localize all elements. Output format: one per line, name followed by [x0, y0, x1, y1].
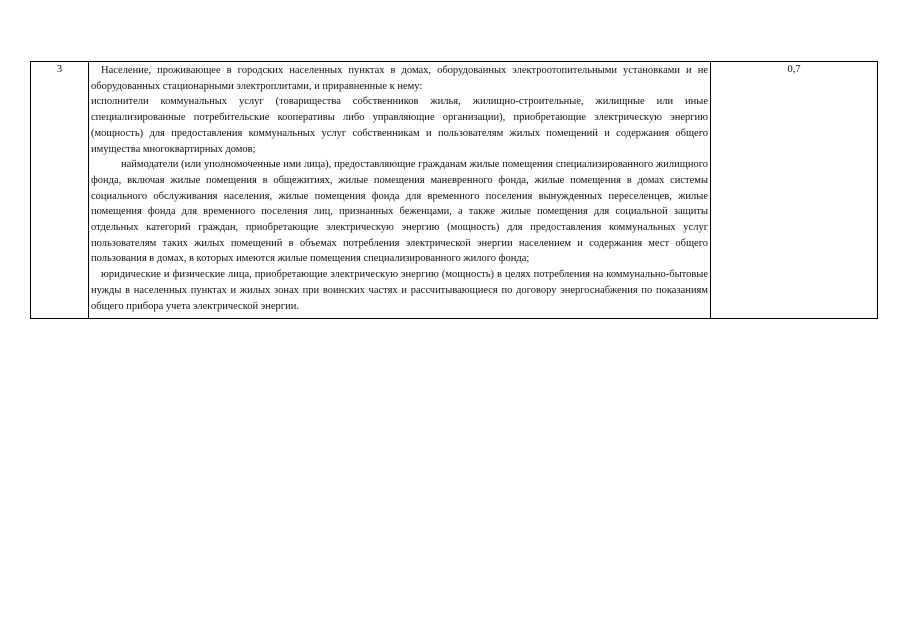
row-number-cell [31, 62, 89, 319]
coefficient-cell [711, 62, 878, 319]
description-paragraph-landlords: наймодатели (или уполномоченные ими лица), предоставляющие гражданам жилые помещения специализированного жилищного фонда, включая жилые помещения в общежитиях, жилые помещения маневренного фонда, жилые помещения в домах системы социального обслуживания населения, жилые помещения фонда для временного поселения вынужденных переселенцев, жилые помещения фонда для временного поселения лиц, признанных беженцами, а также жилые помещения для социальной защиты отдельных категорий граждан, приобретающие электрическую энергию (мощность) для предоставления коммунальных услуг пользователям таких жилых помещений в объемах потребления электрической энергии населением и содержания мест общего пользования в домах, в которых имеются жилые помещения специализированного жилого фонда; [91, 159, 708, 265]
row-number: 3 [56, 64, 63, 75]
description-paragraph-population: Население, проживающее в городских населенных пунктах в домах, оборудованных электроотопительными установками и не оборудованных стационарными электроплитами, и приравненные к нему: [91, 65, 708, 92]
coefficient-value: 0,7 [787, 64, 801, 75]
description-paragraph-utility-providers: исполнители коммунальных услуг (товарищества собственников жилья, жилищно-строительные, жилищные или иные специализированные потребительские кооперативы либо управляющие организации), приобретающие электрическую энергию (мощность) для предоставления коммунальных услуг собственникам и пользователям жилых помещений и содержания общего имущества многоквартирных домов; [91, 96, 708, 155]
description-paragraph-legal-entities: юридические и физические лица, приобретающие электрическую энергию (мощность) в целях потребления на коммунально-бытовые нужды в населенных пунктах и жилых зонах при воинских частях и рассчитывающиеся по договору энергоснабжения по показаниям общего прибора учета электрической энергии. [91, 269, 708, 312]
tariff-table [30, 61, 878, 319]
consumer-description-cell [89, 62, 711, 319]
table-row [31, 62, 878, 319]
